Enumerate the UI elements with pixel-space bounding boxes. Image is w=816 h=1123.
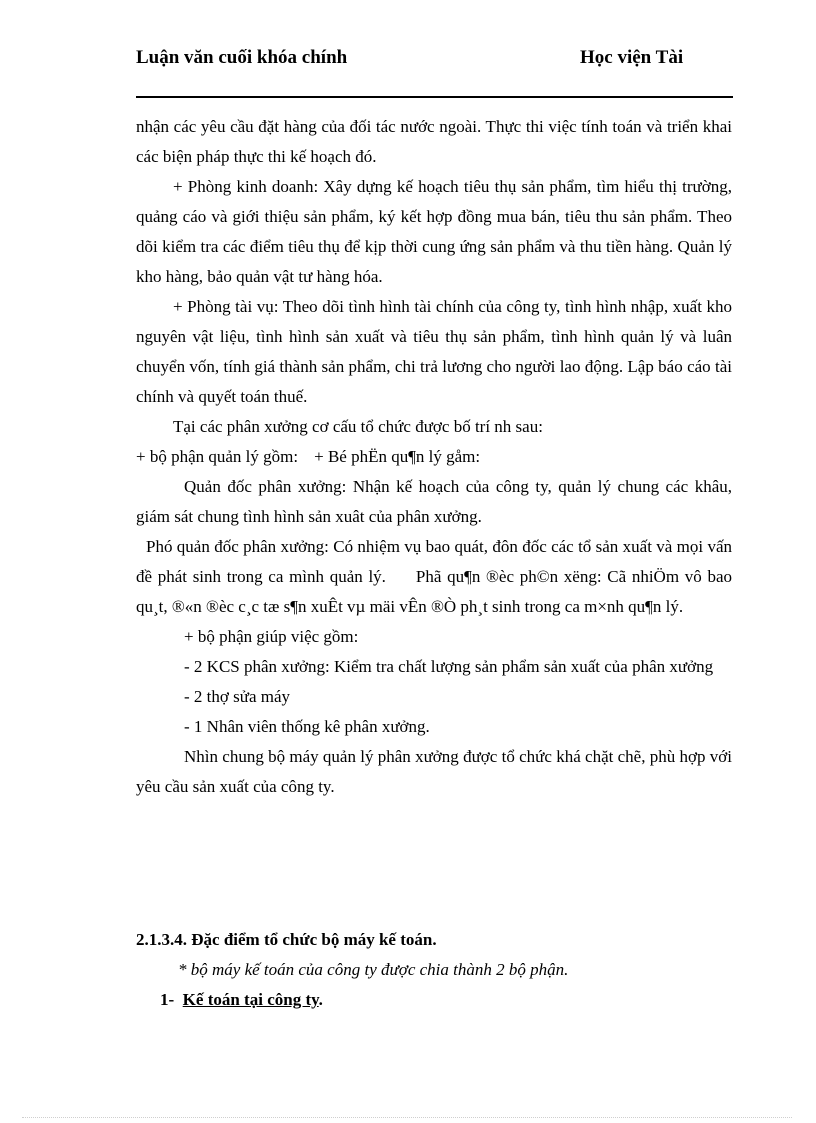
management-heading-garbled: + Bé phËn qu¶n lý gåm:	[314, 447, 481, 466]
paragraph-deputy-manager	[136, 532, 732, 622]
deputy-manager-text-garbled: Phã qu¶n ®èc ph©n xëng: Cã nhiÖm vô bao qu¸t, ®«n ®èc c¸c tæ s¶n xuÊt vµ mäi vÊn ®Ò ph¸t sinh trong ca m×nh qu¶n lý.	[136, 567, 732, 616]
paragraph-summary: Nhìn chung bộ máy quản lý phân xưởng được tổ chức khá chặt chẽ, phù hợp với yêu cầu sản xuất của công ty.	[136, 747, 732, 796]
paragraph-management-heading	[136, 442, 732, 472]
paragraph-workshop-manager: Quản đốc phân xưởng: Nhận kế hoạch của công ty, quản lý chung các khâu, giám sát chung tình hình sản xuât của phân xưởng.	[136, 477, 732, 526]
paragraph-workshop-intro: Tại các phân xưởng cơ cấu tổ chức được bố trí nh sau:	[173, 417, 543, 436]
list-item-number: 1-	[160, 990, 175, 1009]
paragraph-kcs: - 2 KCS phân xưởng: Kiểm tra chất lượng sản phẩm sản xuất của phân xưởng	[184, 657, 714, 676]
header-divider	[136, 96, 733, 98]
paragraph-finance-department: + Phòng tài vụ: Theo dõi tình hình tài chính của công ty, tình hình nhập, xuất kho nguyên vật liệu, tình hình sản xuất và tiêu thụ sản phẩm, tình hình quản lý và luân chuyển vốn, tính giá thành sản phẩm, chi trả lương cho người lao động. Lập báo cáo tài chính và quyết toán thuế.	[136, 297, 732, 406]
deputy-manager-text: Phó quản đốc phân xưởng: Có nhiệm vụ bao quát, đôn đốc các tổ sản xuất và mọi vấn đề phát sinh trong ca mình quản lý.	[136, 537, 732, 586]
paragraph-support-heading: + bộ phận giúp việc gồm:	[184, 627, 359, 646]
page-bottom-divider	[22, 1117, 792, 1118]
paragraph-statistician: - 1 Nhân viên thống kê phân xưởng.	[184, 717, 430, 736]
header-right-title: Học viện Tài	[580, 47, 684, 68]
section-title: 2.1.3.4. Đặc điểm tổ chức bộ máy kế toán.	[136, 930, 437, 949]
accounting-section	[136, 925, 732, 1015]
paragraph-sales-department: + Phòng kinh doanh: Xây dựng kế hoạch tiêu thụ sản phẩm, tìm hiểu thị trường, quảng cáo và giới thiệu sản phẩm, ký kết hợp đồng mua bán, tiêu thu sản phẩm. Theo dõi kiểm tra các điểm tiêu thụ để kịp thời cung ứng sản phẩm và thu tiền hàng. Quản lý kho hàng, bảo quản vật tư hàng hóa.	[136, 177, 732, 286]
section-note: * bộ máy kế toán của công ty được chia thành 2 bộ phận.	[178, 960, 569, 979]
paragraph-1: nhận các yêu cầu đặt hàng của đối tác nước ngoài. Thực thi việc tính toán và triển khai các biện pháp thực thi kế hoạch đó.	[136, 117, 732, 166]
section-list-item	[136, 985, 732, 1015]
list-item-label: Kế toán tại công ty	[182, 990, 319, 1009]
paragraph-mechanics: - 2 thợ sửa máy	[184, 687, 291, 706]
header-left-title: Luận văn cuối khóa chính	[136, 47, 348, 68]
list-item-suffix: .	[318, 990, 323, 1009]
management-heading: + bộ phận quản lý gồm:	[136, 447, 299, 466]
body-text	[136, 112, 732, 802]
